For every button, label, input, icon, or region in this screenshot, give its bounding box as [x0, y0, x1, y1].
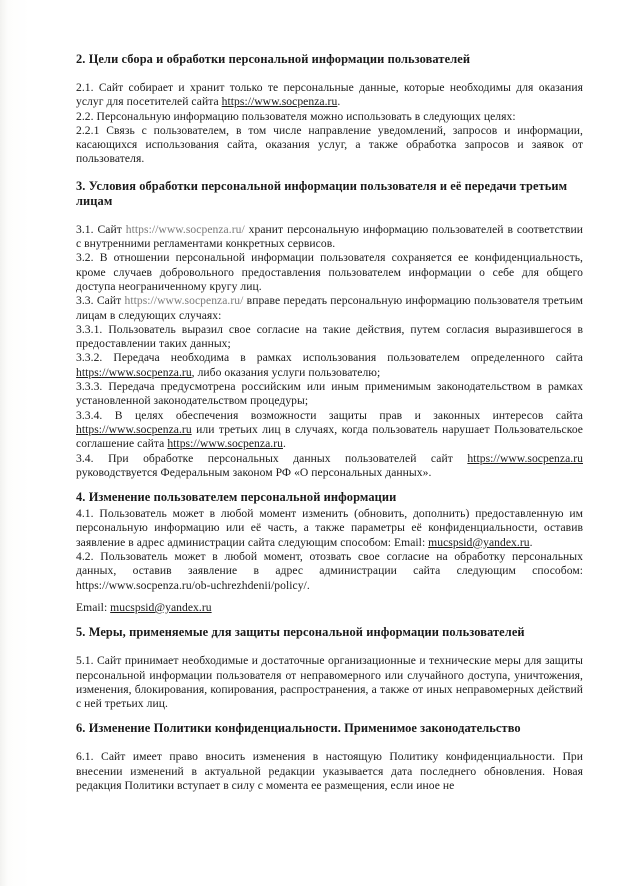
- section-2: [76, 52, 583, 167]
- paragraph-3-3: 3.3. Сайт https://www.socpenza.ru/ вправе передать персональную информацию пользователя третьим лицам в следующих случаях:: [76, 294, 583, 322]
- paragraph-2-2-1: 2.2.1 Связь с пользователем, в том числе направление уведомлений, запросов и информации, касающихся использования сайта, оказания услуг, а также обработка запросов и заявок от пользователя.: [76, 123, 583, 166]
- paragraph-4-1: 4.1. Пользователь может в любой момент изменить (обновить, дополнить) предоставленную им персональную информацию или её часть, а также параметры её конфиденциальности, оставив заявление в адрес администрации сайта следующим способом: Email: mucspsid@yandex.ru.: [76, 507, 583, 549]
- section-2-title: 2. Цели сбора и обработки персональной информации пользователей: [76, 52, 471, 66]
- email-line: Email: mucspsid@yandex.ru: [76, 600, 212, 614]
- email-link[interactable]: mucspsid@yandex.ru: [110, 600, 212, 614]
- section-4: [76, 490, 583, 615]
- site-link[interactable]: https://www.socpenza.ru/: [125, 222, 245, 236]
- paragraph-3-3-1: 3.3.1. Пользователь выразил свое согласие на такие действия, путем согласия выразившегося в предоставлении таких данных;: [76, 322, 583, 351]
- paragraph-5-1: 5.1. Сайт принимает необходимые и достаточные организационные и технические меры для защиты персональной информации пользователя от неправомерного или случайного доступа, уничтожения, изменения, блокирования, копирования, распространения, а также от иных неправомерных действий с ней третьих лиц.: [76, 654, 583, 711]
- site-link[interactable]: https://www.socpenza.ru: [76, 422, 192, 436]
- section-4-title: 4. Изменение пользователем персональной информации: [76, 490, 397, 505]
- paragraph-3-3-3: 3.3.3. Передача предусмотрена российским или иным применимым законодательством в рамках установленной законодательством процедуры;: [76, 380, 583, 408]
- paragraph-3-1: 3.1. Сайт https://www.socpenza.ru/ хранит персональную информацию пользователей в соответствии с внутренними регламентами конкретных сервисов.: [76, 222, 583, 251]
- section-3-title: 3. Условия обработки персональной информации пользователя и её передачи третьим лицам: [76, 178, 568, 208]
- section-5-title: 5. Меры, применяемые для защиты персональной информации пользователей: [76, 625, 525, 640]
- email-link[interactable]: mucspsid@yandex.ru: [428, 535, 530, 549]
- paragraph-3-2: 3.2. В отношении персональной информации пользователя сохраняется ее конфиденциальность, кроме случаев добровольного предоставления пользователем информации о себе для общего доступа неограниченному кругу лиц.: [76, 251, 583, 293]
- paragraph-3-4: 3.4. При обработке персональных данных пользователей сайт https://www.socpenza.ru руководствуется Федеральным законом РФ «О персональных данных».: [76, 451, 583, 479]
- paragraph-2-2: 2.2. Персональную информацию пользователя можно использовать в следующих целях:: [76, 109, 516, 123]
- paragraph-3-3-4: 3.3.4. В целях обеспечения возможности защиты прав и законных интересов сайта https://www.socpenza.ru или третьих лиц в случаях, когда пользователь нарушает Пользовательское соглашение сайта https://www.socpenza.ru.: [76, 408, 583, 451]
- paragraph-3-3-2: 3.3.2. Передача необходима в рамках использования пользователем определенного сайта https://www.socpenza.ru, либо оказания услуги пользователю;: [76, 351, 583, 379]
- paragraph-2-1: 2.1. Сайт собирает и хранит только те персональные данные, которые необходимы для оказания услуг для посетителей сайта https://www.socpenza.ru.: [76, 81, 583, 109]
- section-5: [76, 625, 583, 711]
- section-6: [76, 721, 583, 793]
- site-link[interactable]: https://www.socpenza.ru: [76, 365, 192, 379]
- site-link[interactable]: https://www.socpenza.ru/: [124, 294, 244, 308]
- section-3: [76, 179, 583, 480]
- paragraph-6-1: 6.1. Сайт имеет право вносить изменения в настоящую Политику конфиденциальности. При внесении изменений в актуальной редакции указывается дата последнего обновления. Новая редакция Политики вступает в силу с момента ее размещения, если иное не: [76, 750, 583, 792]
- paragraph-4-2: 4.2. Пользователь может в любой момент, отозвать свое согласие на обработку персональных данных, оставив заявление в адрес администрации сайта следующим способом: https://www.socpenza.ru/ob-uchrezhdenii/policy/.: [76, 550, 583, 592]
- section-6-title: 6. Изменение Политики конфиденциальности. Применимое законодательство: [76, 721, 521, 736]
- site-link[interactable]: https://www.socpenza.ru: [221, 95, 338, 109]
- site-link[interactable]: https://www.socpenza.ru: [467, 451, 583, 465]
- site-link[interactable]: https://www.socpenza.ru: [167, 437, 283, 451]
